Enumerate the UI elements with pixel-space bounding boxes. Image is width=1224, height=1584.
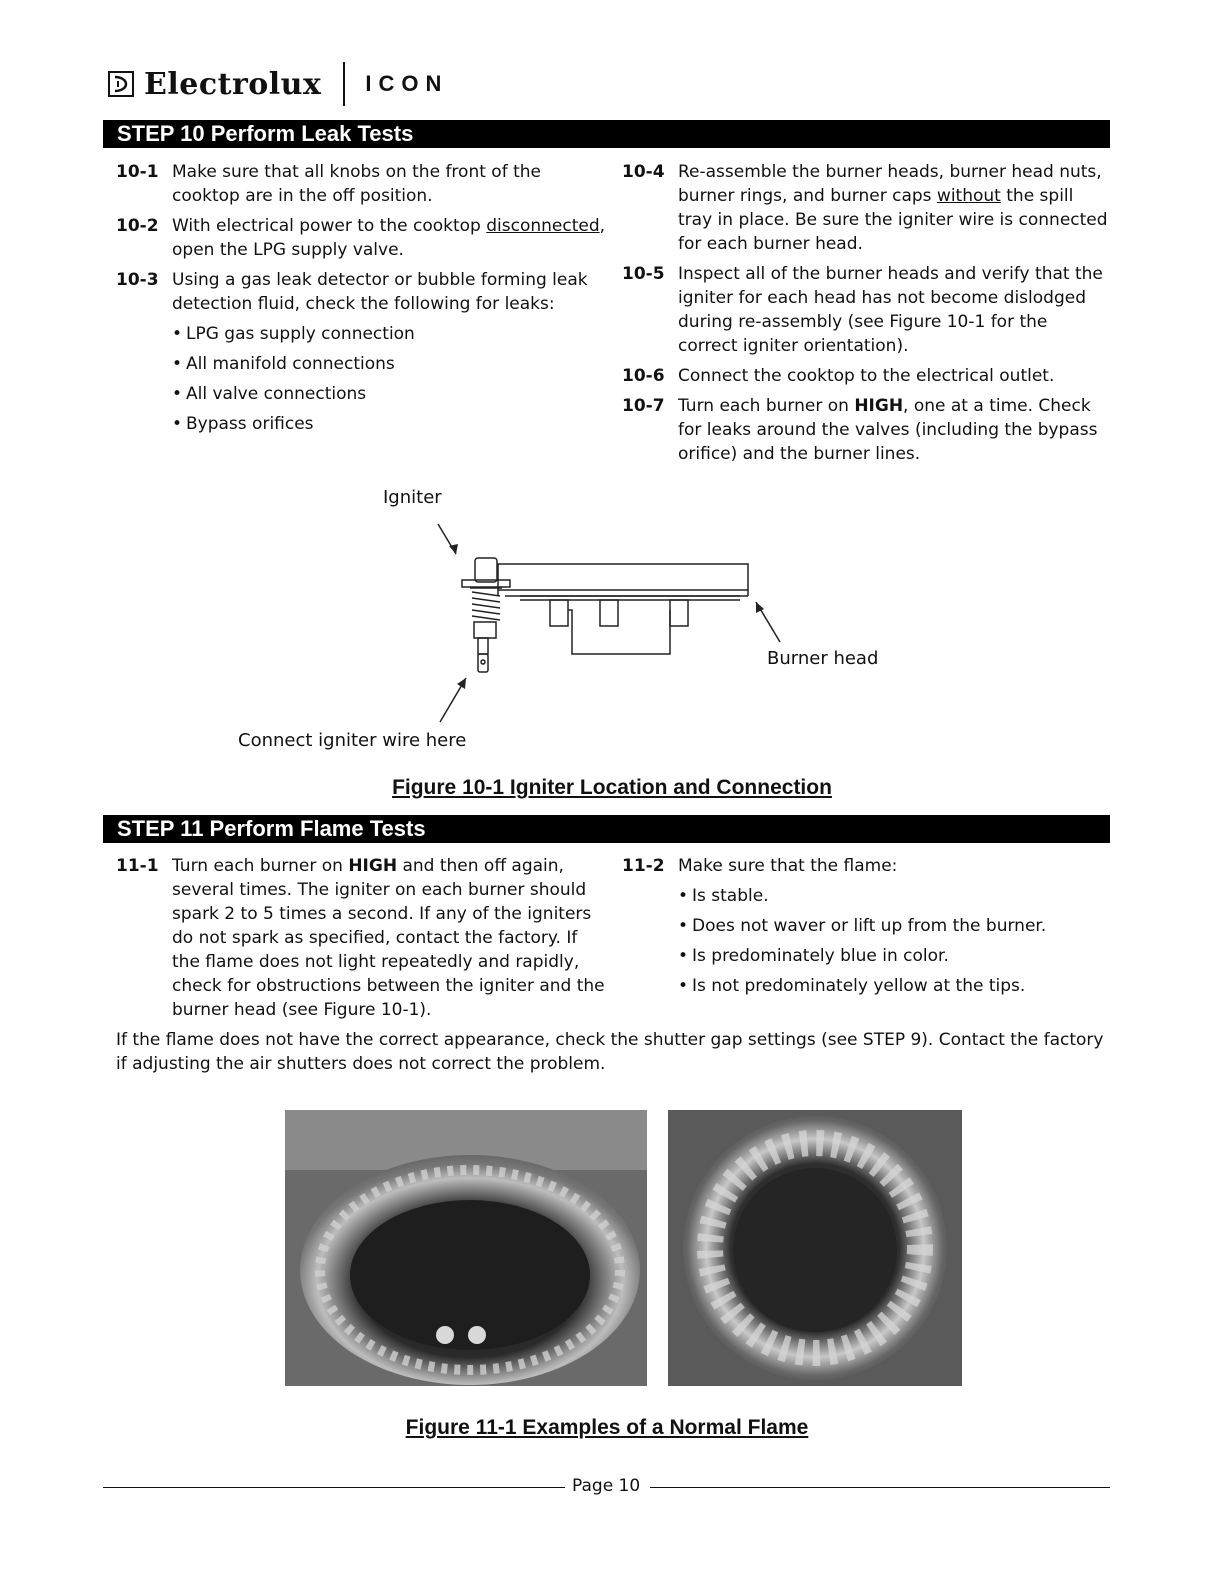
step-item-11-2 — [622, 854, 1112, 878]
leak-check-list — [116, 322, 606, 436]
product-name: ICON — [365, 71, 449, 96]
step-item-10-6 — [622, 364, 1112, 388]
footer-rule-left — [103, 1487, 565, 1488]
brand-header — [108, 64, 448, 104]
step-item-11-1 — [116, 854, 606, 1022]
igniter-tip — [475, 558, 497, 582]
figure-11-1-caption: Figure 11-1 Examples of a Normal Flame — [405, 1416, 809, 1439]
burner-head-label: Burner head — [767, 648, 879, 669]
connect-wire-label: Connect igniter wire here — [238, 730, 467, 751]
flame-check-list — [622, 884, 1112, 998]
igniter-terminal — [478, 654, 488, 672]
flame-photo-oblique — [285, 1110, 647, 1386]
step-item-10-1 — [116, 160, 606, 208]
step-item-10-7 — [622, 394, 1112, 466]
step-text-underlined: without — [936, 186, 1001, 206]
step-number: 10-3 — [116, 270, 159, 290]
list-item: • All manifold connections — [186, 352, 606, 376]
step-text: and then off again, several times. The igniter on each burner should spark 2 to 5 times a second. If any of the igniters do not spark as specified, contact the factory. If the flame does not light repeatedly and rapidly, check for obstructions between the igniter and the burner head (see Figure 10-1). — [172, 856, 605, 1020]
brand-name: Electrolux — [144, 66, 322, 102]
step-number: 10-6 — [622, 366, 665, 386]
step-item-10-5 — [622, 262, 1112, 358]
step-text: , open the LPG supply valve. — [172, 216, 606, 260]
electrolux-logo-icon — [108, 71, 134, 97]
step-text: Using a gas leak detector or bubble forming leak detection fluid, check the following for leaks: — [172, 270, 588, 314]
footer-rule-right — [650, 1487, 1110, 1488]
brand-divider — [343, 62, 345, 106]
step-text: the spill tray in place. Be sure the igniter wire is connected for each burner head. — [678, 186, 1108, 254]
list-item: • Is not predominately yellow at the tips. — [692, 974, 1112, 998]
figure-10-1-caption: Figure 10-1 Igniter Location and Connection — [392, 776, 832, 799]
step-text-underlined: disconnected — [486, 216, 600, 236]
step-text: Turn each burner on — [678, 396, 855, 416]
step-text: Make sure that all knobs on the front of the cooktop are in the off position. — [172, 162, 541, 206]
step-number: 10-1 — [116, 162, 159, 182]
step-text: With electrical power to the cooktop — [172, 216, 487, 236]
step11-title-bar: STEP 11 Perform Flame Tests — [103, 815, 1110, 843]
step-text: , one at a time. Check for leaks around the valves (including the bypass orifice) and the burner lines. — [678, 396, 1098, 464]
step-number: 11-2 — [622, 856, 665, 876]
step-item-10-2 — [116, 214, 606, 262]
list-item: • Is stable. — [692, 884, 1112, 908]
burner-head-plate — [498, 564, 748, 590]
list-item: • LPG gas supply connection — [186, 322, 606, 346]
step10-title-bar: STEP 10 Perform Leak Tests — [103, 120, 1110, 148]
step-text: Inspect all of the burner heads and verify that the igniter for each head has not become dislodged during re-assembly (see Figure 10-1 for the correct igniter orientation). — [678, 264, 1103, 356]
step-text-bold: HIGH — [854, 396, 904, 416]
step-item-10-4 — [622, 160, 1112, 256]
step-text: Re-assemble the burner heads, burner head nuts, burner rings, and burner caps — [678, 162, 1102, 206]
page-number: Page 10 — [572, 1476, 641, 1496]
step-text: Connect the cooktop to the electrical outlet. — [678, 366, 1055, 386]
list-item: • All valve connections — [186, 382, 606, 406]
step-number: 10-5 — [622, 264, 665, 284]
flame-photo-top — [668, 1110, 962, 1386]
igniter-diagram — [420, 510, 800, 730]
igniter-label: Igniter — [383, 487, 442, 508]
step11-left-column — [116, 854, 606, 1028]
step10-left-column — [116, 160, 606, 442]
flame-note-paragraph: If the flame does not have the correct appearance, check the shutter gap settings (see STEP 9). Contact the factory if adjusting the air shutters does not correct the problem. — [116, 1030, 1104, 1074]
step-text: Turn each burner on — [172, 856, 349, 876]
step-text-bold: HIGH — [348, 856, 398, 876]
step-number: 11-1 — [116, 856, 159, 876]
list-item: • Bypass orifices — [186, 412, 606, 436]
step-text: Make sure that the flame: — [678, 856, 898, 876]
step-number: 10-2 — [116, 216, 159, 236]
step11-right-column — [622, 854, 1112, 1004]
list-item: • Does not waver or lift up from the burner. — [692, 914, 1112, 938]
step10-right-column — [622, 160, 1112, 472]
step-number: 10-4 — [622, 162, 665, 182]
step-item-10-3 — [116, 268, 606, 316]
list-item: • Is predominately blue in color. — [692, 944, 1112, 968]
step-number: 10-7 — [622, 396, 665, 416]
